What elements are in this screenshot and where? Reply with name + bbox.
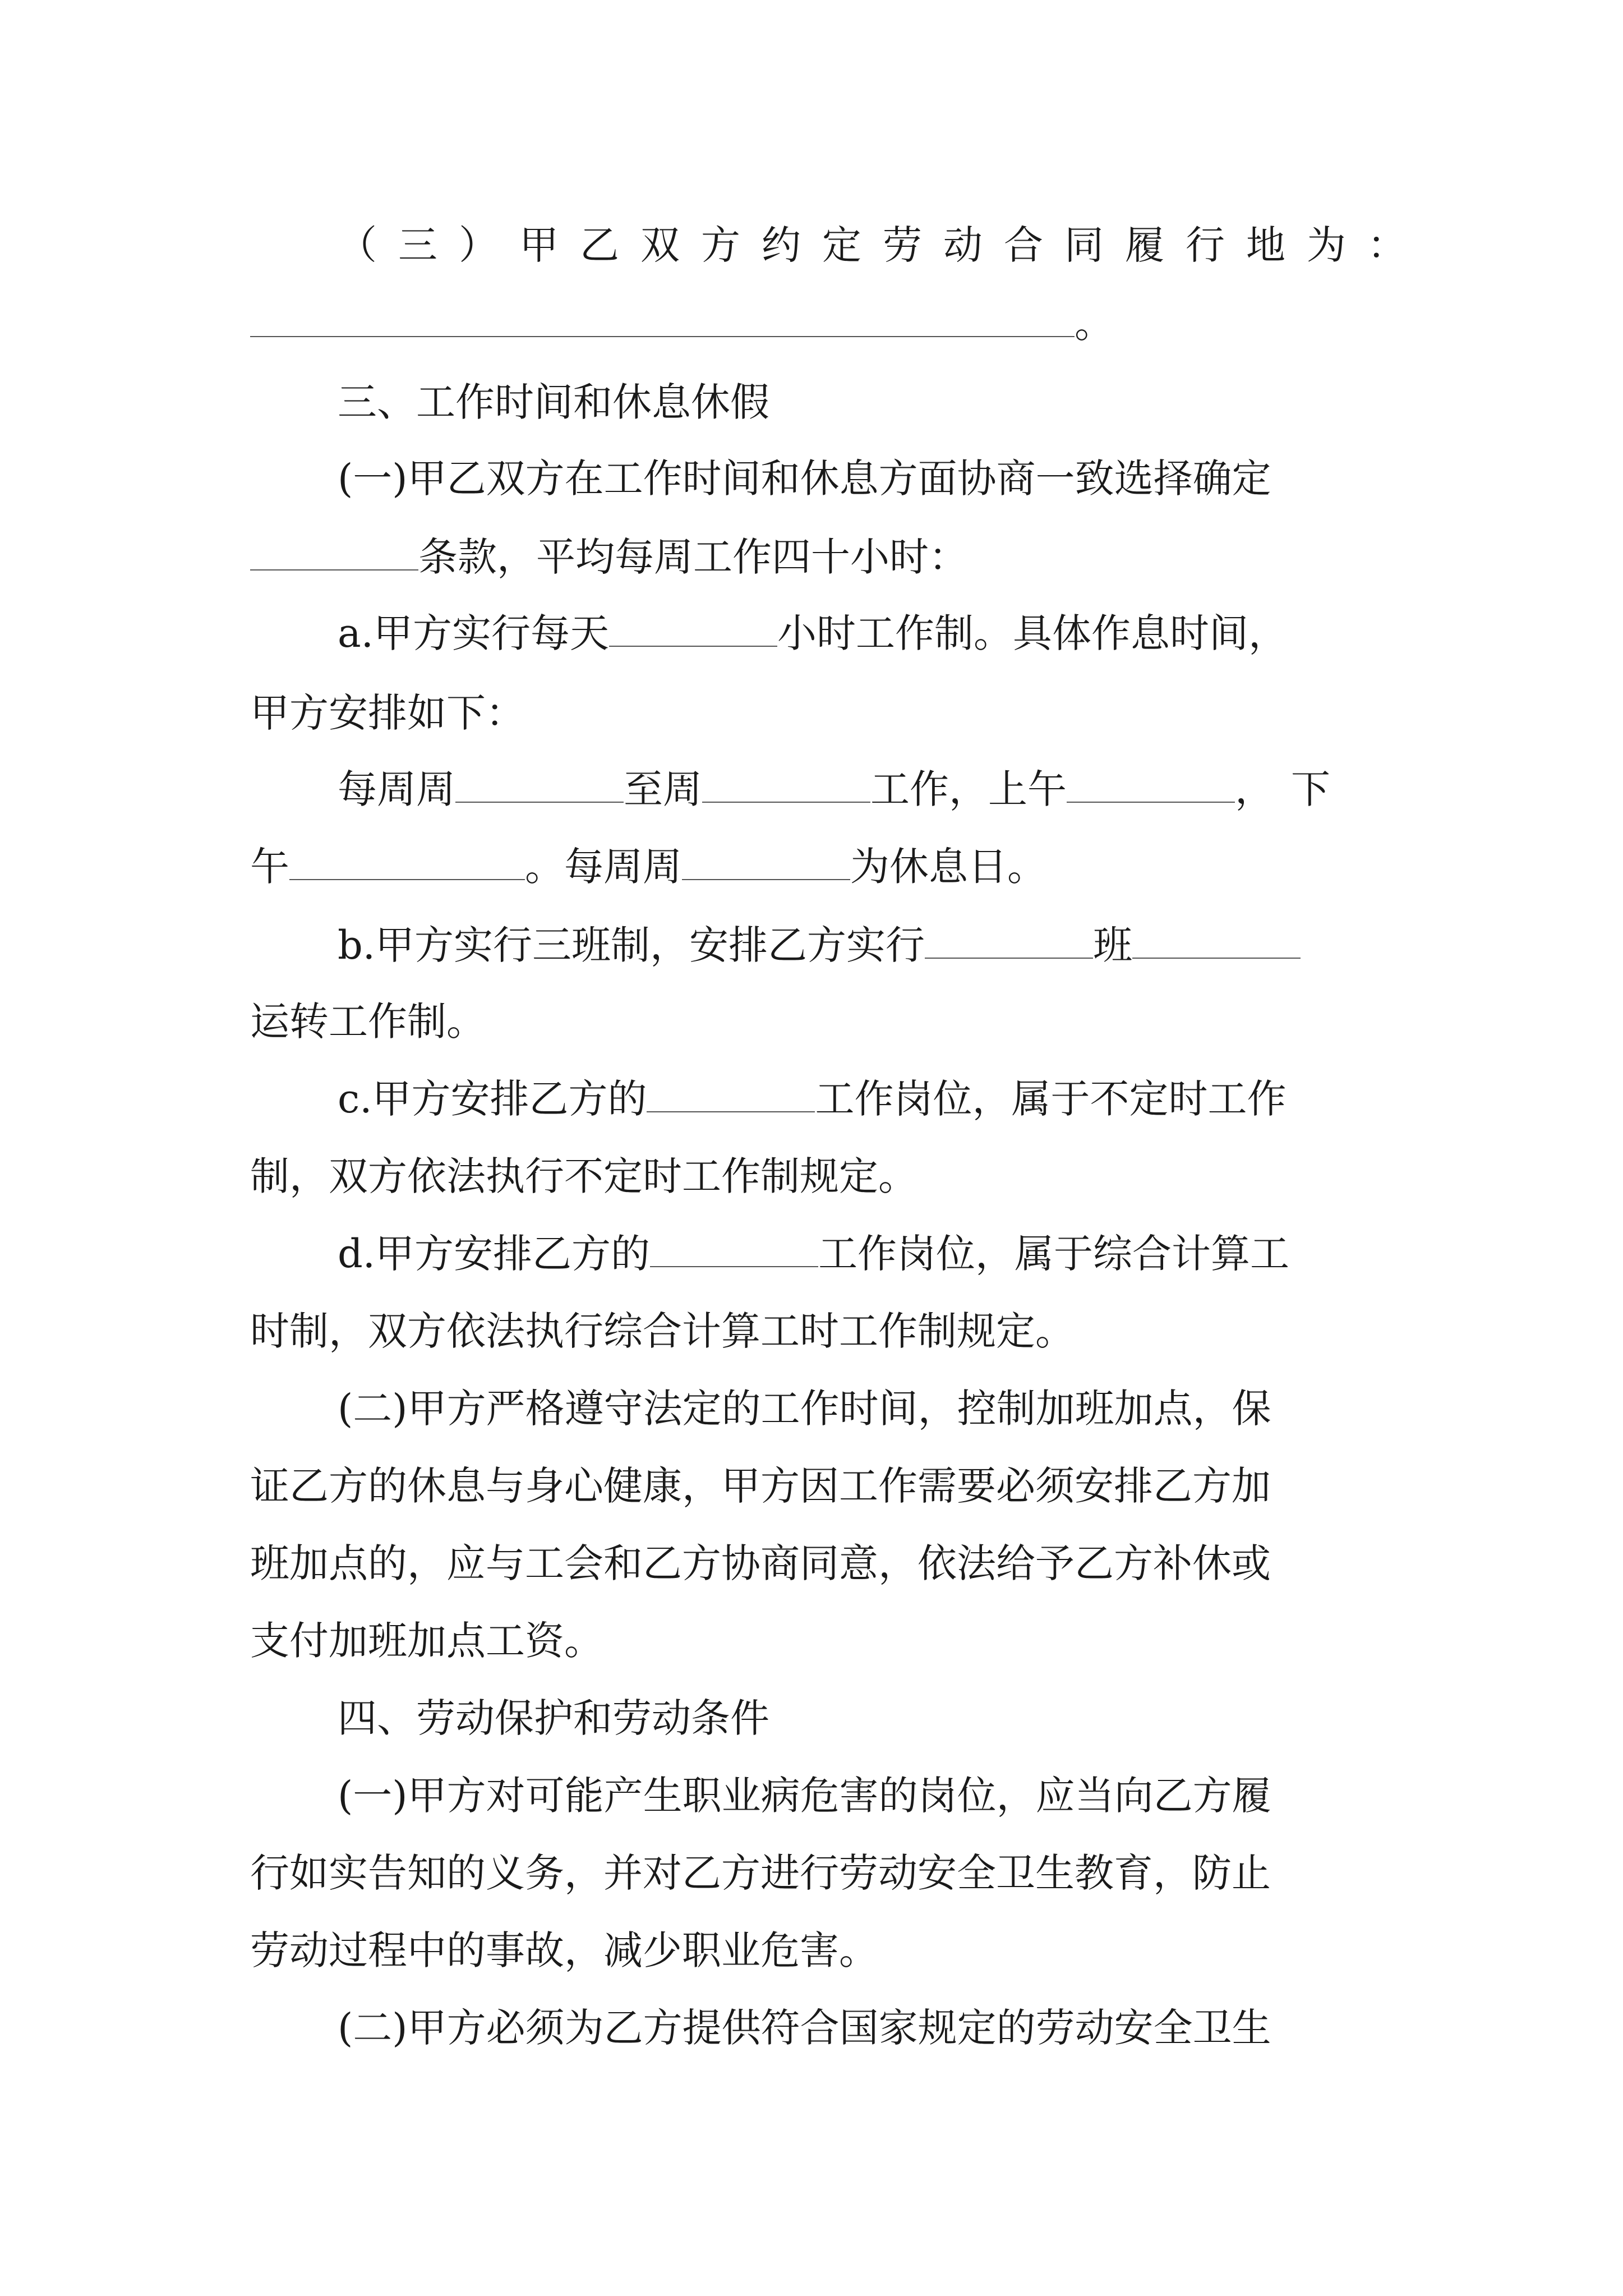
paragraph-line: [338, 1074, 1383, 1124]
line-text: ，下: [1235, 766, 1347, 812]
line-text: c.甲方安排乙方的: [338, 1076, 647, 1122]
line-text: 支付加班加点工资。: [250, 1618, 603, 1664]
line-text: 小时工作制。具体作息时间，: [777, 610, 1288, 656]
paragraph-line: [338, 453, 1383, 504]
paragraph-line: [338, 2003, 1383, 2053]
clause-3-3-place: [338, 220, 1428, 270]
blank-underline[interactable]: [925, 923, 1093, 959]
line-text: a.甲方实行每天: [338, 610, 609, 656]
paragraph-line: [250, 996, 1383, 1047]
line-text: 证乙方的休息与身心健康，甲方因工作需要必须安排乙方加: [250, 1463, 1271, 1509]
line-text: （三）甲乙双方约定劳动合同履行地为：: [338, 222, 1428, 268]
line-text: 至周: [624, 766, 702, 812]
blank-underline[interactable]: [250, 301, 1075, 337]
paragraph-line: [250, 688, 1383, 738]
place-blank-line: [250, 298, 1383, 349]
line-text: 工作岗位，属于不定时工作: [815, 1076, 1287, 1122]
heading-text: 四、劳动保护和劳动条件: [338, 1695, 769, 1741]
paragraph-line: [250, 841, 1383, 892]
line-text: 运转工作制。: [250, 999, 486, 1045]
line-text: 行如实告知的义务，并对乙方进行劳动安全卫生教育，防止: [250, 1850, 1271, 1896]
paragraph-line: [250, 1306, 1383, 1356]
line-text: 劳动过程中的事故，减少职业危害。: [250, 1927, 878, 1973]
line-text: 工作，上午: [870, 766, 1067, 812]
section-heading-3: [338, 377, 1383, 427]
blank-underline[interactable]: [1132, 923, 1301, 959]
line-text: 为休息日。: [850, 844, 1046, 890]
blank-underline[interactable]: [647, 1076, 815, 1112]
paragraph-line: [338, 1770, 1383, 1821]
blank-underline[interactable]: [455, 767, 624, 803]
paragraph-line: [250, 1616, 1383, 1666]
heading-text: 三、工作时间和休息休假: [338, 379, 769, 425]
paragraph-line: [250, 1848, 1383, 1898]
paragraph-line: [250, 532, 1383, 582]
blank-underline[interactable]: [702, 767, 870, 803]
line-text: (二)甲方严格遵守法定的工作时间，控制加班加点，保: [338, 1386, 1271, 1432]
line-text: 时制，双方依法执行综合计算工时工作制规定。: [250, 1308, 1075, 1354]
section-heading-4: [338, 1693, 1383, 1743]
blank-underline[interactable]: [682, 844, 850, 880]
line-text: 工作岗位，属于综合计算工: [818, 1231, 1290, 1277]
blank-underline[interactable]: [609, 611, 777, 647]
paragraph-line: [250, 1925, 1383, 1976]
line-text: (二)甲方必须为乙方提供符合国家规定的劳动安全卫生: [338, 2005, 1271, 2051]
line-text: d.甲方安排乙方的: [338, 1231, 651, 1277]
line-text: 条款，平均每周工作四十小时：: [418, 534, 968, 580]
line-text: 班加点的，应与工会和乙方协商同意，依法给予乙方补休或: [250, 1540, 1271, 1586]
line-text: (一)甲乙双方在工作时间和休息方面协商一致选择确定: [338, 455, 1271, 501]
paragraph-line: [250, 1461, 1383, 1511]
line-text: 午: [250, 844, 289, 890]
line-text: b.甲方实行三班制，安排乙方实行: [338, 922, 925, 968]
blank-underline[interactable]: [250, 535, 418, 570]
paragraph-line: [338, 920, 1383, 970]
line-text: 每周周: [338, 766, 455, 812]
line-text: 甲方安排如下：: [250, 690, 525, 736]
paragraph-line: [250, 1538, 1383, 1589]
paragraph-line: [338, 1383, 1383, 1434]
line-text: 。每周周: [525, 844, 682, 890]
blank-underline[interactable]: [650, 1231, 818, 1267]
paragraph-line: [338, 608, 1383, 659]
paragraph-line: [338, 1228, 1383, 1279]
line-suffix: 。: [1075, 301, 1114, 347]
line-text: (一)甲方对可能产生职业病危害的岗位，应当向乙方履: [338, 1773, 1271, 1819]
paragraph-line: [338, 764, 1383, 815]
line-text: 班: [1093, 922, 1133, 968]
paragraph-line: [250, 1151, 1383, 1202]
line-text: 制，双方依法执行不定时工作制规定。: [250, 1153, 917, 1199]
blank-underline[interactable]: [1067, 767, 1235, 803]
blank-underline[interactable]: [289, 844, 525, 880]
